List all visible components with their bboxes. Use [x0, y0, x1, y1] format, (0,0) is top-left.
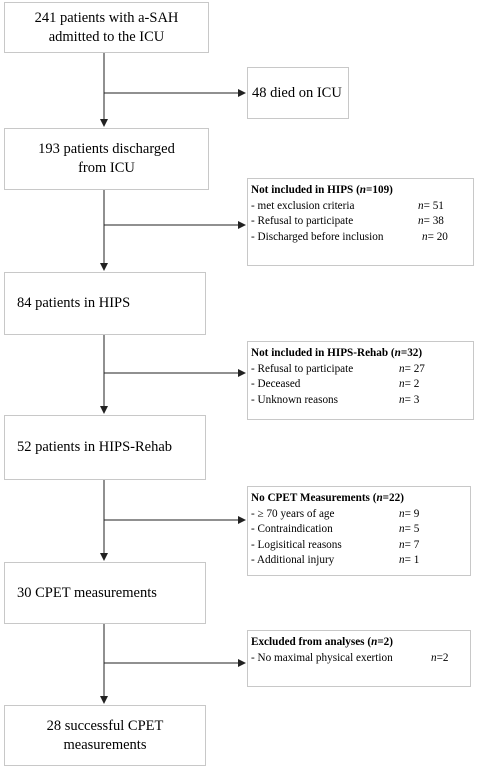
side-no-cpet [247, 486, 471, 576]
box-cpet-measurements-text: 30 CPET measurements [17, 584, 157, 601]
list-item: - Refusal to participate n= 38 [251, 215, 444, 228]
side-no-cpet-heading: No CPET Measurements (n=22) [251, 492, 404, 504]
box-in-hips [4, 272, 206, 335]
box-discharged-line2: from ICU [78, 160, 135, 176]
list-item: - Logisitical reasons n= 7 [251, 538, 420, 551]
side-not-in-hips-heading: Not included in HIPS (n=109) [251, 184, 393, 196]
list-item: - Refusal to participate n= 27 [251, 362, 425, 375]
side-died [247, 67, 349, 119]
box-discharged-line1: 193 patients discharged [38, 141, 175, 157]
list-item: - met exclusion criteria n= 51 [251, 199, 444, 212]
side-not-in-hips [247, 178, 474, 266]
box-hips-rehab [4, 415, 206, 480]
list-item: - Unknown reasons n= 3 [251, 393, 420, 406]
side-excluded-heading: Excluded from analyses (n=2) [251, 636, 394, 648]
side-not-in-hips-rehab-heading: Not included in HIPS-Rehab (n=32) [251, 347, 423, 359]
side-died-text: 48 died on ICU [252, 84, 342, 101]
box-admitted [4, 2, 209, 53]
box-admitted-line2: admitted to the ICU [48, 28, 165, 45]
box-cpet-measurements [4, 562, 206, 624]
side-excluded [247, 630, 471, 687]
box-admitted-line1: 241 patients with a-SAH [34, 9, 179, 26]
list-item: - No maximal physical exertion n=2 [251, 651, 449, 664]
side-not-in-hips-rehab [247, 341, 474, 420]
list-item: - Contraindication n= 5 [251, 523, 420, 536]
list-item: - ≥ 70 years of age n= 9 [251, 507, 420, 520]
box-successful-cpet-line2: measurements [63, 736, 147, 753]
list-item: - Additional injury n= 1 [251, 554, 420, 567]
box-successful-cpet-line1: 28 successful CPET [46, 717, 164, 734]
box-in-hips-text: 84 patients in HIPS [17, 295, 131, 311]
list-item: - Deceased n= 2 [251, 378, 420, 391]
box-successful-cpet [4, 705, 206, 766]
box-hips-rehab-text: 52 patients in HIPS-Rehab [17, 439, 173, 455]
list-item: - Discharged before inclusion n= 20 [251, 230, 448, 243]
box-discharged [4, 128, 209, 190]
